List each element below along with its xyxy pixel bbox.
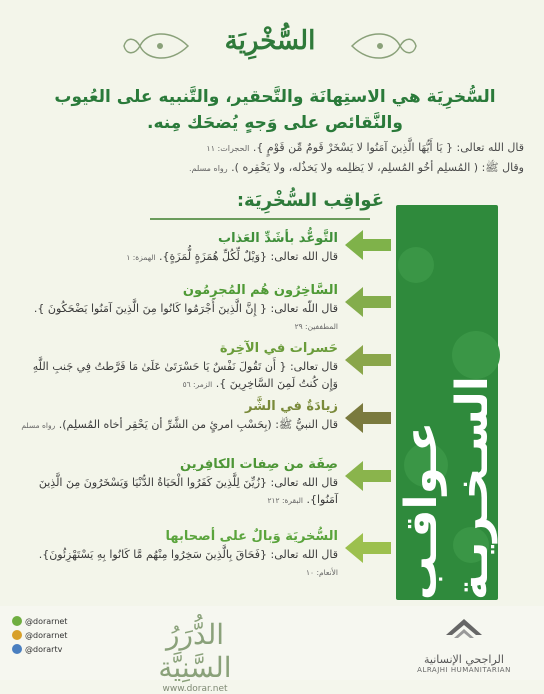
item-source: الهمزة: ١ — [126, 253, 156, 262]
item-text — [20, 358, 338, 393]
twitter-handle[interactable]: @dorarnet — [25, 616, 68, 626]
dorar-logo[interactable] — [130, 618, 260, 694]
consequence-item — [20, 230, 338, 266]
rajhi-name-ar: الراجحي الإنسانية — [424, 653, 504, 666]
social-handles — [12, 614, 112, 676]
badge-icon — [12, 630, 22, 640]
social-row — [12, 642, 112, 656]
item-title: السَّاخِرُون هُم المُجرِمُون — [182, 283, 338, 298]
page-title: السُّخْرِيَة — [224, 26, 316, 56]
arrow-icon — [345, 533, 391, 563]
tv-icon — [12, 644, 22, 654]
item-quote: قال اللّه تعالى: { إِنَّ الَّذِينَ أَجْرَمُوا كَانُوا مِنَ الَّذِينَ آمَنُوا يَضْحَكُونَ }. — [33, 302, 338, 315]
arrow-icon — [345, 287, 391, 317]
item-source: رواه مسلم — [21, 421, 56, 430]
item-title: السُّخريَة وَبالٌ على أصحابها — [165, 529, 338, 544]
quote-quran — [18, 140, 524, 157]
dorar-logo-text: الدُّرَرُ السَّنِيَّة — [158, 618, 232, 684]
item-quote: قال الله تعالى: {وَيْلٌ لِّكُلِّ هُمَزَةٍ لُّمَزَةٍ}. — [159, 250, 338, 263]
item-text — [20, 248, 338, 266]
consequence-item — [20, 340, 338, 393]
twitter-icon — [12, 616, 22, 626]
arrow-icon — [345, 345, 391, 375]
consequence-item — [20, 528, 338, 581]
heading-underline — [150, 218, 370, 220]
panel-label — [396, 205, 498, 600]
item-title: صِفَة من صِفات الكافِرين — [180, 457, 338, 472]
definition-text: السُّخرِيَة هي الاستِهانَة والتَّحقير، والتَّنبيه على العُيوب والنَّقائص على وَجهٍ يُضحَك مِنه. — [54, 87, 496, 133]
arrow-icon — [345, 230, 391, 260]
item-source: الزمر: ٥٦ — [182, 380, 213, 389]
quote-text: وقال ﷺ: ( المُسلِم أخُو المُسلِم، لا يَظلِمه ولا يَخذُله، ولا يَحْقِره ). — [231, 161, 524, 174]
consequence-item — [20, 398, 338, 434]
item-title: حَسرات في الآخِرة — [219, 341, 338, 356]
item-title: التَّوعُّد بأشَدِّ العَذاب — [218, 231, 338, 246]
rajhi-logo — [404, 617, 524, 674]
item-quote: قال الله تعالى: {فَحَاقَ بِالَّذِينَ سَخِرُوا مِنْهُم مَّا كَانُوا بِهِ يَسْتَهْزِئُونَ}. — [38, 548, 338, 561]
item-title: زيادَةٌ في الشَّر — [245, 399, 338, 414]
item-quote: قال الله تعالى: {زُيِّنَ لِلَّذِينَ كَفَرُوا الْحَيَاةُ الدُّنْيَا وَيَسْخَرُونَ مِنَ الَّذِينَ آمَنُوا}. — [38, 476, 338, 506]
consequence-item — [20, 282, 338, 335]
item-text — [20, 300, 338, 335]
quote-source: رواه مسلم. — [189, 164, 228, 173]
item-text — [20, 474, 338, 509]
quote-source: الحجرات: ١١ — [206, 144, 250, 153]
dorar-url[interactable]: www.dorar.net — [162, 684, 228, 694]
item-source: البقرة: ٢١٢ — [267, 496, 303, 505]
item-source: المطففين: ٢٩ — [294, 322, 338, 331]
header — [120, 18, 420, 74]
ornament-right-icon — [350, 22, 420, 70]
social-row — [12, 628, 112, 642]
quote-text: قال الله تعالى: { يَا أَيُّهَا الَّذِينَ آمَنُوا لا يَسْخَرْ قَومٌ مِّن قَوْمٍ }. — [252, 141, 524, 154]
item-source: الأنعام: ١٠ — [306, 568, 338, 577]
arrow-icon — [345, 403, 391, 433]
item-text — [20, 546, 338, 581]
quote-hadith — [18, 160, 524, 177]
twitter-handle[interactable]: @dorartv — [25, 644, 63, 654]
item-text — [20, 416, 338, 434]
social-row — [12, 614, 112, 628]
arrow-icon — [345, 461, 391, 491]
item-quote: قال النبيُّ ﷺ: (بِحَسْبِ امرئٍ من الشَّرِّ أن يَحْقِر أخاه المُسلِم). — [58, 418, 338, 431]
panel-label-text: عـواقـب السـخـريـة — [396, 376, 498, 600]
twitter-handle[interactable]: @dorarnet — [25, 630, 68, 640]
item-quote: قال تعالى: { أَن تَقُولَ نَفْسٌ يَا حَسْرَتَىٰ عَلَىٰ مَا فَرَّطتُ فِي جَنبِ اللَّهِ وَإِن كُنتُ لَمِنَ السَّاخِرِينَ }. — [32, 360, 338, 390]
consequence-item — [20, 456, 338, 509]
rajhi-name-en: ALRAJHI HUMANITARIAN — [417, 666, 511, 674]
rajhi-emblem-icon — [444, 617, 484, 647]
consequences-heading: عَواقِب السُّخْرِيَة: — [236, 190, 384, 211]
